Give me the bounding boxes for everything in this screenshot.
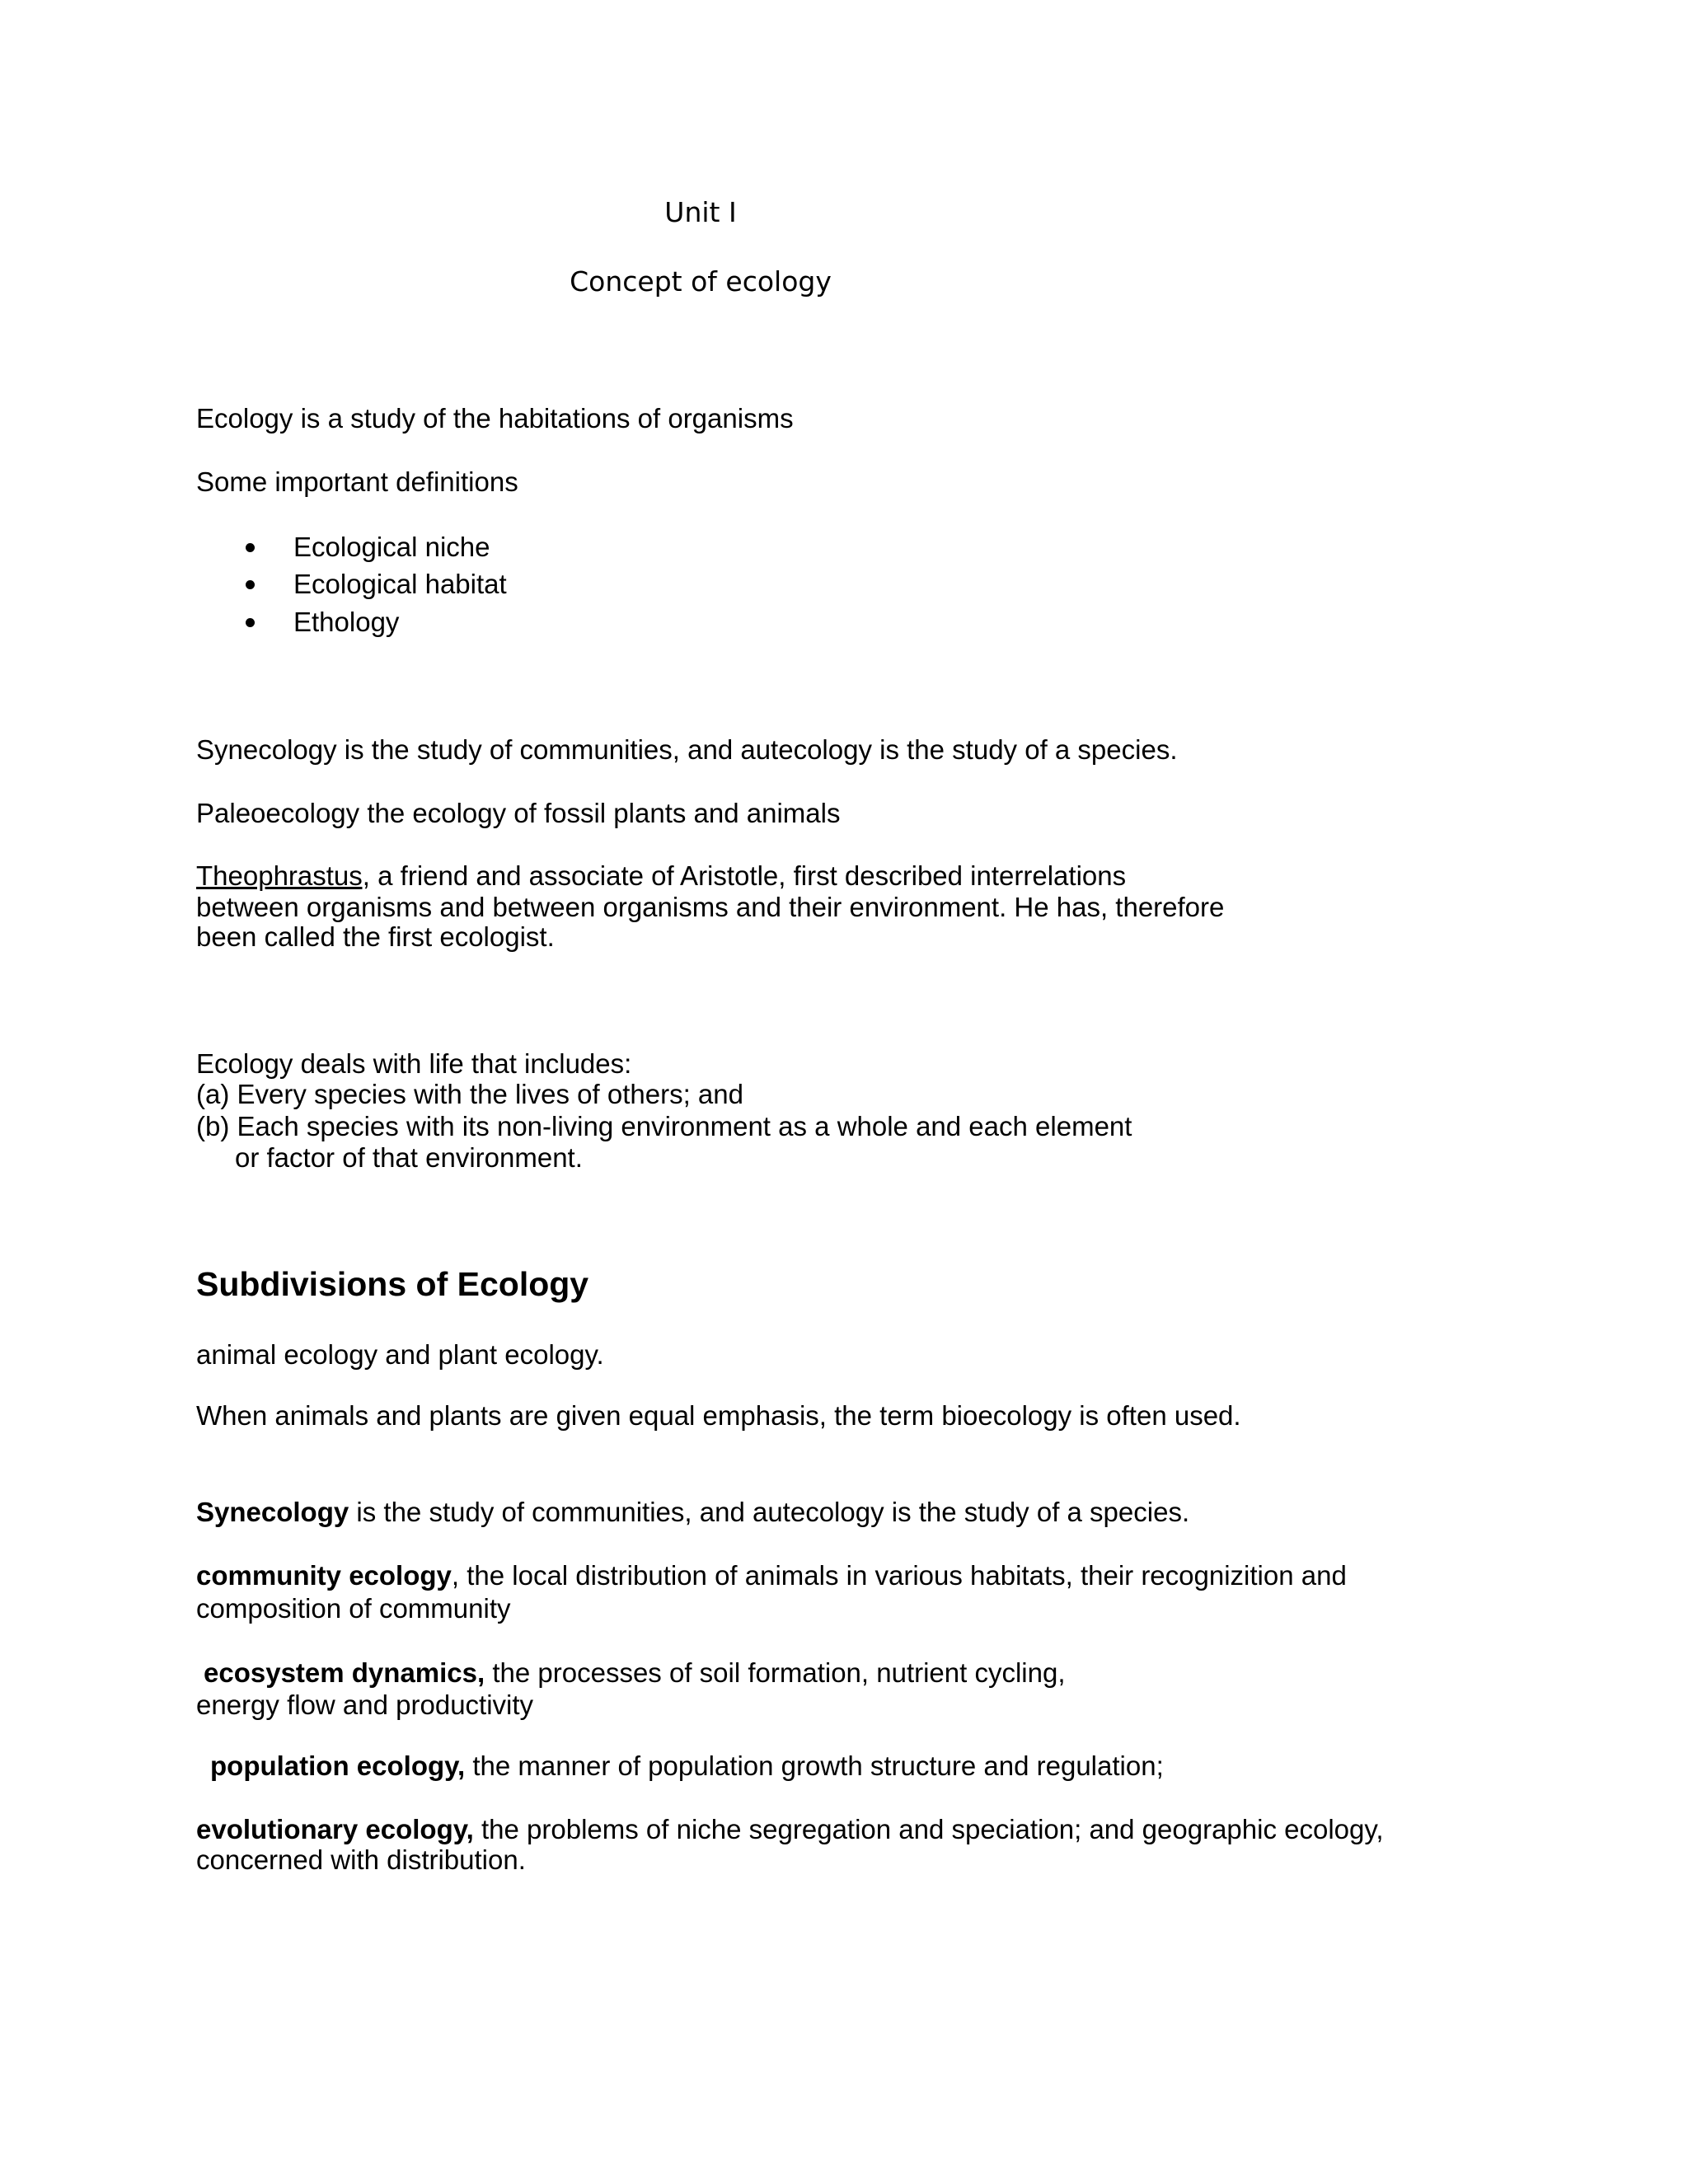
paragraph-line (196, 1559, 1347, 1592)
population-definition (210, 1750, 1164, 1783)
unit-title: Unit I (664, 196, 737, 228)
list-item-label: Ecological niche (293, 532, 490, 562)
paragraph-line: been called the first ecologist. (196, 921, 555, 952)
term: population ecology, (210, 1750, 466, 1781)
list-item-label: Ethology (293, 607, 400, 637)
paragraph-line: between organisms and between organisms and their environment. He has, therefore (196, 892, 1225, 922)
bioecology-paragraph: When animals and plants are given equal emphasis, the term bioecology is often used. (196, 1400, 1241, 1431)
definitions-heading: Some important definitions (196, 466, 518, 497)
paragraph-line: energy flow and productivity (196, 1690, 534, 1720)
ecology-definition: Ecology is a study of the habitations of organisms (196, 403, 794, 434)
paragraph-line (204, 1657, 1066, 1690)
term-text: is the study of communities, and autecology is the study of a species. (349, 1497, 1190, 1527)
ecology-types: animal ecology and plant ecology. (196, 1339, 604, 1370)
term: Synecology (196, 1497, 349, 1527)
bullet-icon (246, 543, 255, 552)
life-intro: Ecology deals with life that includes: (196, 1048, 632, 1079)
section-heading: Subdivisions of Ecology (196, 1265, 589, 1303)
paragraph-line: composition of community (196, 1593, 511, 1624)
life-item-a: (a) Every species with the lives of others; and (196, 1079, 743, 1109)
bullet-icon (246, 618, 255, 627)
life-item-b: (b) Each species with its non-living environment as a whole and each element (196, 1111, 1132, 1141)
bullet-icon (246, 580, 255, 589)
theophrastus-name: Theophrastus, (196, 860, 370, 891)
term: ecosystem dynamics, (204, 1657, 485, 1688)
paragraph-line (196, 1813, 1384, 1846)
term: community ecology (196, 1560, 452, 1591)
term-text: the problems of niche segregation and speciation; and geographic ecology, (473, 1814, 1384, 1844)
term-text: the manner of population growth structure and regulation; (465, 1750, 1164, 1781)
term-text: , the local distribution of animals in various habitats, their recognizition and (451, 1560, 1347, 1591)
list-item-label: Ecological habitat (293, 569, 507, 599)
paleoecology-paragraph: Paleoecology the ecology of fossil plants and animals (196, 798, 841, 828)
life-item-b-continuation: or factor of that environment. (235, 1142, 583, 1173)
page-title: Concept of ecology (570, 265, 832, 298)
synecology-paragraph: Synecology is the study of communities, and autecology is the study of a species. (196, 734, 1178, 765)
synecology-definition (196, 1496, 1189, 1529)
term: evolutionary ecology, (196, 1814, 474, 1844)
term-text: the processes of soil formation, nutrient cycling, (485, 1657, 1066, 1688)
paragraph-text: a friend and associate of Aristotle, first described interrelations (369, 860, 1127, 891)
paragraph-line: concerned with distribution. (196, 1844, 526, 1875)
paragraph-line (196, 860, 1126, 893)
